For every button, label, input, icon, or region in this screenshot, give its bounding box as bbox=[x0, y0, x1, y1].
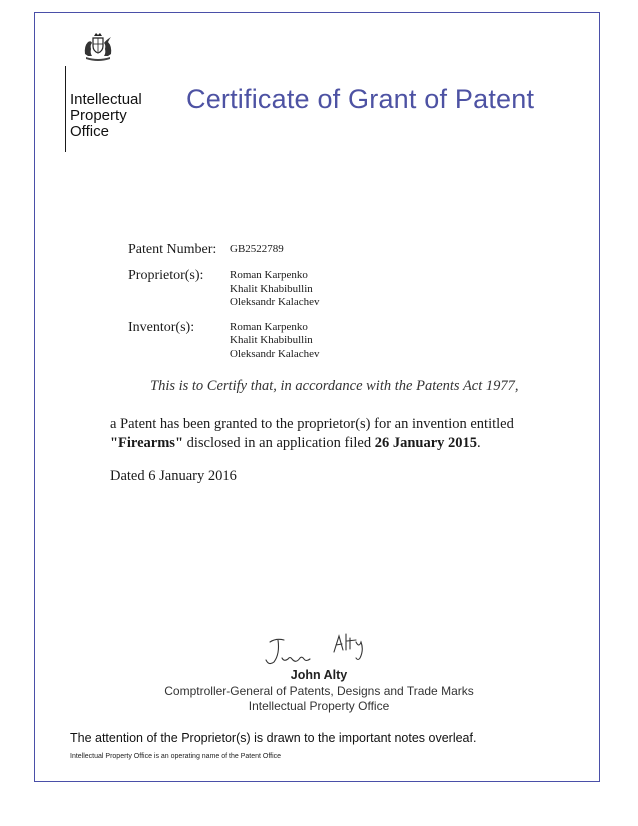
patent-number: GB2522789 bbox=[230, 243, 284, 255]
proprietor-name: Khalit Khabibullin bbox=[230, 282, 313, 295]
invention-title: "Firearms" bbox=[110, 435, 184, 451]
proprietor-name: Roman Karpenko bbox=[230, 269, 308, 281]
proprietors-row bbox=[128, 268, 320, 310]
attention-notice: The attention of the Proprietor(s) is drawn to the important notes overleaf. bbox=[70, 731, 477, 745]
filing-date: 26 January 2015 bbox=[374, 435, 478, 451]
proprietors-list bbox=[230, 268, 320, 310]
grant-text: a Patent has been granted to the proprietor(s) for an invention entitled bbox=[110, 416, 514, 432]
patent-number-label: Patent Number: bbox=[128, 242, 217, 257]
grant-date: Dated 6 January 2016 bbox=[110, 468, 237, 484]
certification-statement: This is to Certify that, in accordance with the Patents Act 1977, bbox=[150, 378, 519, 394]
patent-number-value bbox=[230, 242, 284, 257]
inventor-name: Roman Karpenko bbox=[230, 320, 308, 333]
signatory-title: Comptroller-General of Patents, Designs and Trade Marks bbox=[164, 684, 474, 698]
proprietors-label: Proprietor(s): bbox=[128, 268, 204, 283]
inventor-name: Oleksandr Kalachev bbox=[230, 347, 320, 360]
grant-statement bbox=[110, 415, 550, 453]
grant-text-mid: disclosed in an application filed bbox=[183, 435, 375, 451]
proprietor-name: Oleksandr Kalachev bbox=[230, 296, 320, 308]
logo-divider bbox=[65, 66, 66, 152]
signatory-name: John Alty bbox=[290, 668, 348, 682]
footer-note: Intellectual Property Office is an operating name of the Patent Office bbox=[70, 753, 282, 760]
patent-details bbox=[128, 242, 320, 371]
royal-coat-of-arms-icon bbox=[81, 32, 115, 62]
handwritten-signature bbox=[256, 628, 386, 672]
signatory-organisation: Intellectual Property Office bbox=[248, 699, 390, 713]
inventors-row bbox=[128, 320, 320, 362]
office-name: Intellectual Property Office bbox=[70, 91, 142, 140]
inventors-list bbox=[230, 320, 320, 362]
grant-text-end: . bbox=[477, 435, 481, 451]
inventors-label: Inventor(s): bbox=[128, 319, 195, 335]
patent-number-row bbox=[128, 242, 320, 258]
inventor-name: Khalit Khabibullin bbox=[230, 334, 313, 346]
certificate-title: Certificate of Grant of Patent bbox=[186, 84, 535, 114]
